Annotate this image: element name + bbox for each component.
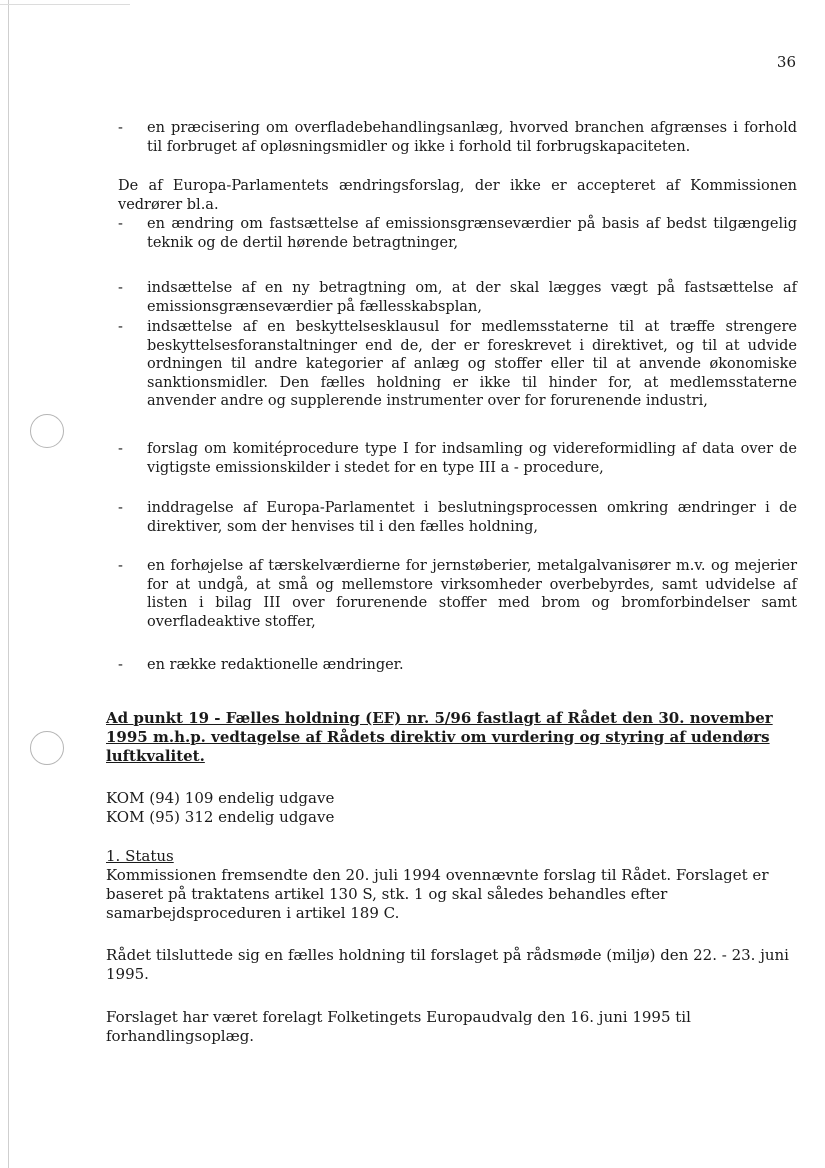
bullet-dash: -: [118, 657, 123, 673]
page-number: 36: [776, 53, 796, 71]
bullet-dash: -: [118, 441, 123, 457]
punch-hole-lower: [30, 731, 64, 765]
bullet-dash: -: [118, 120, 123, 136]
bullet-dash: -: [118, 319, 123, 335]
kom-reference: KOM (94) 109 endelig udgave: [106, 789, 335, 807]
scan-edge-left: [8, 0, 9, 1168]
scan-edge-top: [0, 4, 130, 5]
bullet-text-community-level: indsættelse af en ny betragtning om, at der skal lægges vægt på fastsættelse af emissionsgrænseværdier på fællesskabsplan,: [147, 280, 797, 315]
bullet-text-threshold-increase: en forhøjelse af tærskelværdierne for jernstøberier, metalgalvanisører m.v. og mejerier for at undgå, at små og mellemstore virksomheder overbebyrdes, samt udvidelse af listen i bilag III over forurenende stoffer med brom og bromforbindelser samt overfladeaktive stoffer,: [147, 558, 797, 630]
bullet-text-safeguard-clause: indsættelse af en beskyttelsesklausul for medlemsstaterne til at træffe strengere beskyttelsesforanstaltninger end de, der er foreskrevet i direktivet, og til at udvide ordningen til andre kategorier af anlæg og stoffer eller til at anvende økonomiske sanktionsmidler. Den fælles holdning er ikke til hinder for, at medlemsstaterne anvender andre og supplerende instrumenter over for forurenende industri,: [147, 319, 797, 409]
folketing-paragraph: Forslaget har været forelagt Folketingets Europaudvalg den 16. juni 1995 til forhandlingsoplæg.: [106, 1008, 691, 1045]
punch-hole-upper: [30, 414, 64, 448]
intro-paragraph: De af Europa-Parlamentets ændringsforslag, der ikke er accepteret af Kommissionen vedrører bl.a.: [118, 178, 797, 213]
council-paragraph: Rådet tilsluttede sig en fælles holdning til forslaget på rådsmøde (miljø) den 22. - 23. juni 1995.: [106, 946, 789, 983]
status-paragraph: Kommissionen fremsendte den 20. juli 1994 ovennævnte forslag til Rådet. Forslaget er baseret på traktatens artikel 130 S, stk. 1 og skal således behandles efter samarbejdsproceduren i artikel 189 C.: [106, 866, 769, 922]
bullet-text-committee-procedure: forslag om komitéprocedure type I for indsamling og videreformidling af data over de vigtigste emissionskilder i stedet for en type III a - procedure,: [147, 441, 797, 476]
bullet-text-editorial-changes: en række redaktionelle ændringer.: [147, 657, 404, 673]
kom-reference: KOM (95) 312 endelig udgave: [106, 808, 335, 826]
status-label: 1. Status: [106, 847, 174, 865]
bullet-text-parliament-involvement: inddragelse af Europa-Parlamentet i beslutningsprocessen omkring ændringer i de direktiver, som der henvises til i den fælles holdning,: [147, 500, 797, 535]
bullet-text-emission-limits: en ændring om fastsættelse af emissionsgrænseværdier på basis af bedst tilgængelig teknik og de dertil hørende betragtninger,: [147, 216, 797, 251]
bullet-text-surface-treatment: en præcisering om overfladebehandlingsanlæg, hvorved branchen afgrænses i forhold til forbruget af opløsningsmidler og ikke i forhold til forbrugskapaciteten.: [147, 120, 797, 155]
bullet-dash: -: [118, 500, 123, 516]
bullet-dash: -: [118, 280, 123, 296]
agenda-item-heading: Ad punkt 19 - Fælles holdning (EF) nr. 5/96 fastlagt af Rådet den 30. november 1995 m.h.p. vedtagelse af Rådets direktiv om vurdering og styring af udendørs luftkvalitet.: [106, 709, 773, 765]
bullet-dash: -: [118, 216, 123, 232]
bullet-dash: -: [118, 558, 123, 574]
